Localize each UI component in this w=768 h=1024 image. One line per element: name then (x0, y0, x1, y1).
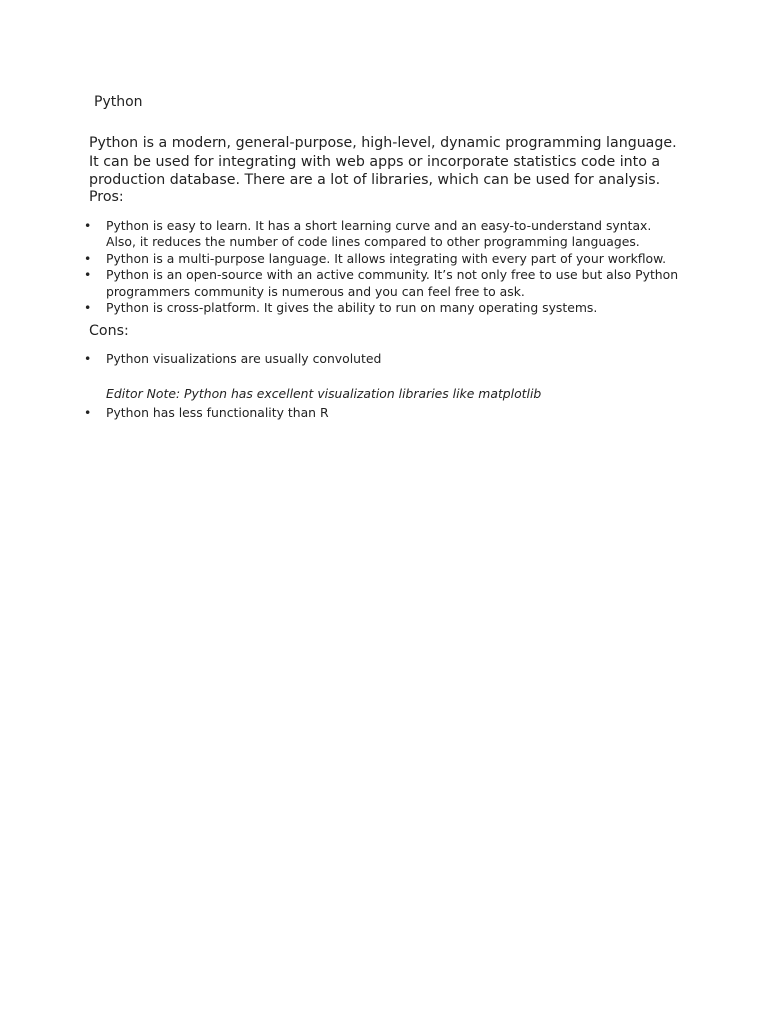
list-item-text: Python visualizations are usually convoluted (106, 351, 382, 366)
list-item-text: Python is a multi-purpose language. It allows integrating with every part of your workflow. (106, 250, 667, 266)
intro-paragraph: Python is a modern, general-purpose, high-level, dynamic programming language. It can be used for integrating with web apps or incorporate statistics code into a production database. There are a lot of libraries, which can be used for analysis. (89, 135, 677, 188)
bullet-icon: • (84, 267, 92, 283)
list-item (82, 351, 682, 367)
bullet-icon: • (84, 218, 92, 233)
list-item (82, 251, 682, 267)
cons-list (82, 351, 682, 367)
list-item (82, 300, 682, 316)
cons-list-continued (82, 405, 682, 421)
list-item (82, 405, 682, 421)
bullet-icon: • (84, 351, 92, 366)
list-item-text: Python is cross-platform. It gives the ability to run on many operating systems. (106, 300, 598, 316)
list-item (82, 267, 682, 300)
pros-list (82, 218, 682, 316)
pros-heading: Pros: (89, 189, 124, 205)
bullet-icon: • (84, 300, 92, 316)
document-title: Python (94, 94, 143, 110)
editor-note: Editor Note: Python has excellent visualization libraries like matplotlib (106, 386, 542, 401)
list-item-text: Python is easy to learn. It has a short learning curve and an easy-to-understand syntax. Also, it reduces the number of code lines compared to other programming languages. (106, 218, 652, 250)
list-item-text: Python has less functionality than R (106, 405, 329, 420)
bullet-icon: • (84, 250, 92, 266)
bullet-icon: • (84, 405, 92, 420)
cons-heading: Cons: (89, 323, 129, 339)
list-item-text: Python is an open-source with an active community. It’s not only free to use but also Python programmers community is numerous and you can feel free to ask. (106, 267, 679, 299)
list-item (82, 218, 682, 251)
